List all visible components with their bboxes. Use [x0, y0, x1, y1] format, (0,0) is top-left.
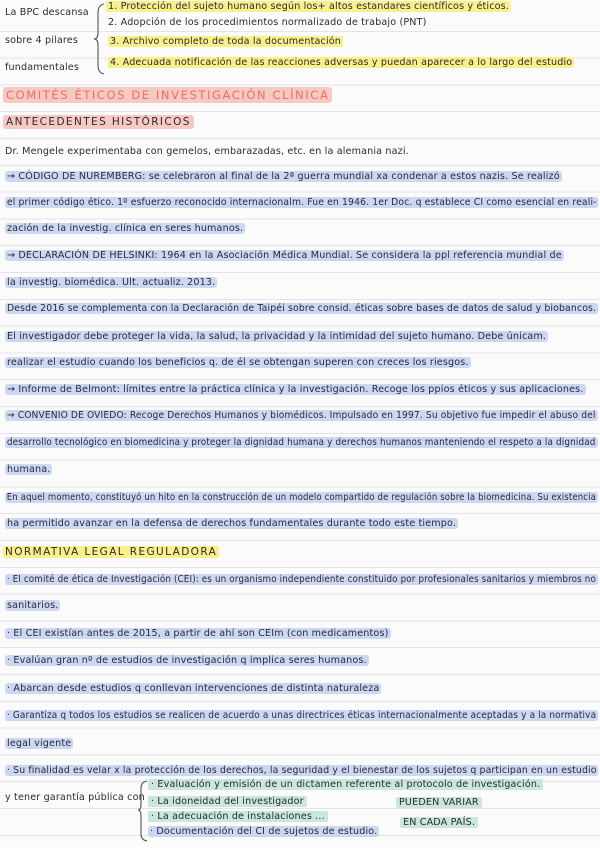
- text-line: ha permitido avanzar en la defensa de derechos fundamentales durante todo este tiempo.: [7, 518, 457, 529]
- text-line: → CONVENIO DE OVIEDO: Recoge Derechos Humanos y biomédicos. Impulsado en 1997. Su objetivo fue impedir el abuso del: [6, 410, 596, 421]
- pillar-1: 1. Protección del sujeto humano según los+ altos estandares científicos y éticos.: [108, 1, 510, 12]
- text-line: · Abarcan desde estudios q conllevan intervenciones de distinta naturaleza: [7, 683, 380, 694]
- guarantee-lead: y tener garantía pública con: [5, 792, 145, 803]
- text-line: Desde 2016 se complementa con la Declaración de Taipéi sobre consid. éticas sobre bases de datos de salud y biobancos.: [6, 303, 597, 314]
- pillar-2: 2. Adopción de los procedimientos normalizado de trabajo (PNT): [108, 17, 427, 28]
- guarantee-item: · La idoneidad del investigador: [148, 795, 307, 809]
- guarantee-item: · Evaluación y emisión de un dictamen referente al protocolo de investigación.: [148, 778, 543, 792]
- text-line: legal vigente: [7, 738, 72, 749]
- text-line: la investig. biomédica. Ult. actualiz. 2013.: [7, 277, 216, 288]
- text-line: zación de la investig. clínica en seres humanos.: [7, 223, 244, 234]
- text-line: · Evalúan gran nº de estudios de investigación q implica seres humanos.: [7, 655, 367, 666]
- brace-icon: [93, 3, 107, 75]
- guarantee-item: · La adecuación de instalaciones ...: [148, 810, 328, 824]
- text-line: El investigador debe proteger la vida, la salud, la privacidad y la intimidad del sujeto humano. Debe únicam.: [7, 331, 547, 342]
- page-title: COMITÉS ÉTICOS DE INVESTIGACIÓN CLÍNICA: [3, 88, 332, 102]
- text-line: → Informe de Belmont: límites entre la práctica clínica y la investigación. Recoge los ppios éticos y sus aplicaciones.: [7, 384, 584, 395]
- section-heading-antecedentes: ANTECEDENTES HISTÓRICOS: [3, 115, 194, 129]
- note-pueden-variar: PUEDEN VARIAR: [396, 796, 482, 810]
- text-line: · El comité de ética de Investigación (CEI): es un organismo independiente constituido por profesionales sanitarios y miembros no: [6, 574, 597, 585]
- intro-label-3: fundamentales: [5, 62, 79, 73]
- text-line: humana.: [7, 464, 51, 475]
- text-line: Dr. Mengele experimentaba con gemelos, embarazadas, etc. en la alemania nazi.: [5, 146, 409, 157]
- intro-label-1: La BPC descansa: [5, 7, 89, 18]
- text-line: · El CEI existían antes de 2015, a partir de ahí son CEIm (con medicamentos): [7, 628, 389, 639]
- text-line: · Su finalidad es velar x la protección de los derechos, la seguridad y el bienestar de los sujetos q participan en un estudio: [6, 765, 597, 776]
- text-line: · Garantiza q todos los estudios se realicen de acuerdo a unas directrices éticas internacionalmente aceptadas y a la normativa: [6, 710, 597, 721]
- intro-label-2: sobre 4 pilares: [5, 35, 78, 46]
- text-line: sanitarios.: [7, 600, 59, 611]
- section-heading-normativa: NORMATIVA LEGAL REGULADORA: [5, 546, 218, 558]
- text-line: realizar el estudio cuando los beneficios q. de él se obtengan superen con creces los riesgos.: [7, 357, 469, 368]
- text-line: el primer código ético. 1º esfuerzo reconocido internacionalm. Fue en 1946. 1er Doc. q establece CI como esencial en reali-: [6, 197, 597, 208]
- text-line: En aquel momento, constituyó un hito en la construcción de un modelo compartido de regulación sobre la biomedicina. Su existencia: [6, 492, 596, 503]
- pillar-3: 3. Archivo completo de toda la documentación: [110, 36, 342, 47]
- text-line: desarrollo tecnológico en biomedicina y proteger la dignidad humana y derechos humanos manteniendo el respeto a la dignidad: [6, 437, 596, 448]
- guarantee-item: · Documentación del CI de sujetos de estudio.: [150, 826, 378, 837]
- note-cada-pais: EN CADA PAÍS.: [400, 816, 478, 830]
- pillar-4: 4. Adecuada notificación de las reacciones adversas y puedan aparecer a lo largo del estudio: [110, 57, 573, 68]
- text-line: → CÓDIGO DE NUREMBERG: se celebraron al final de la 2ª guerra mundial xa condenar a estos nazis. Se realizó: [7, 171, 560, 182]
- text-line: → DECLARACIÓN DE HELSINKI: 1964 en la Asociación Médica Mundial. Se considera la ppl referencia mundial de: [7, 250, 562, 261]
